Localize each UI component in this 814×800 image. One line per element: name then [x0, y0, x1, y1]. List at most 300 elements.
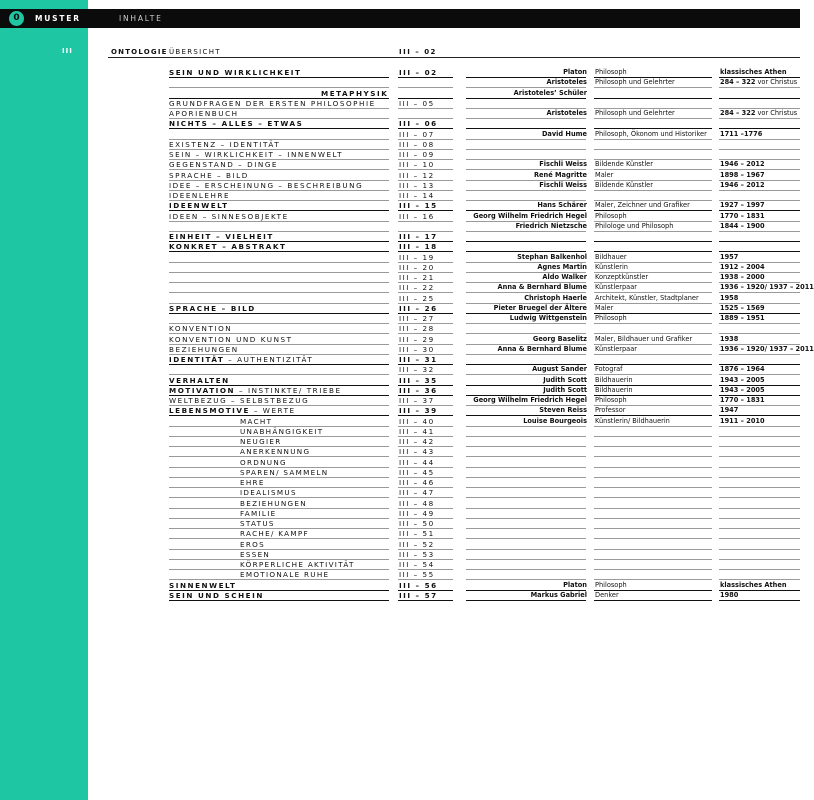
contents-row[interactable]: [0, 294, 800, 304]
topic-label[interactable]: [169, 68, 301, 77]
person-role: Philologe und Philosoph: [595, 221, 674, 230]
contents-row[interactable]: [0, 376, 800, 386]
page-number[interactable]: III – 57: [399, 590, 438, 600]
page-number[interactable]: III – 19: [399, 252, 435, 262]
years-text: 1946 – 2012: [720, 160, 765, 169]
page-number[interactable]: III – 02: [399, 68, 438, 77]
contents-row[interactable]: [0, 417, 800, 427]
contents-row[interactable]: [0, 550, 800, 560]
topic-label[interactable]: [169, 335, 293, 344]
page-number[interactable]: III – 43: [399, 447, 435, 457]
topic-text: UNABHÄNGIGKEIT: [240, 426, 324, 436]
person-role: Maler, Bildhauer und Grafiker: [595, 334, 693, 343]
topic-label[interactable]: [240, 437, 282, 446]
contents-row[interactable]: [0, 109, 800, 119]
topic-text: KONKRET – ABSTRAKT: [169, 242, 287, 252]
person-role: Philosoph, Ökonom und Historiker: [595, 129, 707, 138]
page-number[interactable]: III – 08: [399, 139, 435, 149]
page-number[interactable]: III – 46: [399, 478, 435, 487]
person-role: Philosoph und Gelehrter: [595, 109, 675, 117]
contents-row[interactable]: [0, 150, 800, 160]
page-number[interactable]: III – 53: [399, 549, 435, 559]
person-role: Philosoph und Gelehrter: [595, 78, 675, 87]
topic-label[interactable]: [169, 140, 280, 149]
page-number[interactable]: III – 39: [399, 406, 438, 416]
years-text: 1844 – 1900: [720, 221, 765, 230]
contents-row[interactable]: [0, 488, 800, 498]
years-text: 1770 – 1831: [720, 396, 765, 404]
topic-label[interactable]: [169, 150, 343, 159]
topic-label[interactable]: [240, 458, 287, 467]
person-role: Konzeptkünstler: [595, 273, 649, 281]
topic-label[interactable]: [169, 181, 363, 190]
person-name: Aristoteles’ Schüler: [513, 88, 587, 97]
page-number[interactable]: III – 13: [399, 180, 435, 190]
topic-text: NEUGIER: [240, 437, 282, 446]
years-text: 1936 – 1920/ 1937 – 2011: [720, 344, 814, 353]
topic-text: SINNENWELT: [169, 580, 237, 590]
person-role: Bildhauer: [595, 252, 627, 261]
person-name: Platon: [563, 68, 587, 76]
years-text: 1938 – 2000: [720, 273, 765, 281]
topic-text: STATUS: [240, 519, 275, 528]
contents-row[interactable]: [0, 519, 800, 529]
topic-label[interactable]: [240, 468, 328, 477]
topic-label[interactable]: [240, 550, 270, 559]
person-role: Professor: [595, 406, 626, 415]
topic-label[interactable]: [240, 519, 275, 528]
contents-row[interactable]: [0, 344, 814, 355]
topic-label[interactable]: [240, 427, 323, 436]
topic-label[interactable]: [169, 119, 303, 128]
topic-label[interactable]: [240, 570, 329, 579]
topic-label[interactable]: [169, 396, 309, 405]
topic-label[interactable]: [169, 304, 256, 313]
person-name: Judith Scott: [543, 375, 587, 384]
topic-label[interactable]: [321, 89, 388, 98]
person-years: [720, 376, 765, 384]
page-number[interactable]: III – 41: [399, 426, 435, 436]
row-rule: [169, 600, 389, 601]
person-role: Denker: [595, 590, 619, 599]
topic-label[interactable]: [169, 109, 239, 118]
topic-label[interactable]: [240, 417, 272, 426]
page-number[interactable]: III – 17: [399, 232, 438, 241]
topic-text: SEIN – WIRKLICHKEIT – INNENWELT: [169, 150, 344, 159]
years-text: 1936 – 1920/ 1937 – 2011: [720, 283, 814, 292]
topic-label[interactable]: [240, 509, 276, 518]
page-number[interactable]: III – 21: [399, 273, 435, 282]
page-number[interactable]: III – 49: [399, 508, 435, 518]
page-number[interactable]: III – 14: [399, 191, 435, 200]
contents-row[interactable]: [0, 386, 800, 396]
person-role: Maler: [595, 303, 614, 312]
contents-row[interactable]: [0, 304, 800, 314]
person-name: Aldo Walker: [542, 273, 587, 281]
row-rule: [594, 600, 712, 601]
contents-row[interactable]: [0, 478, 800, 488]
person-years: [720, 294, 738, 302]
person-name: Anna & Bernhard Blume: [497, 344, 587, 353]
topic-label[interactable]: [169, 406, 296, 415]
contents-row[interactable]: [0, 458, 800, 468]
topic-subtext: – WERTE: [249, 406, 296, 416]
person-name: Judith Scott: [543, 385, 587, 394]
contents-row[interactable]: [0, 529, 800, 539]
years-text: klassisches Athen: [720, 580, 787, 589]
topic-text: IDEENWELT: [169, 201, 229, 211]
person-years: [720, 335, 738, 343]
person-name: Friedrich Nietzsche: [515, 221, 587, 230]
contents-row[interactable]: [0, 181, 800, 191]
years-text: 1889 – 1951: [720, 314, 765, 322]
person-name: David Hume: [541, 129, 587, 138]
page-number[interactable]: III – 51: [399, 529, 435, 539]
topic-subtext: – INSTINKTE/ TRIEBE: [235, 385, 342, 395]
person-role: Maler, Zeichner und Grafiker: [595, 201, 690, 210]
person-name: Fischli Weiss: [539, 160, 587, 169]
person-name: Georg Wilhelm Friedrich Hegel: [473, 211, 587, 220]
years-text: 1711 –1776: [720, 129, 763, 138]
page-number[interactable]: III – 30: [399, 344, 435, 354]
topic-text: IDEENLEHRE: [169, 191, 231, 200]
topic-text: NICHTS – ALLES – ETWAS: [169, 119, 304, 129]
contents-row[interactable]: [0, 212, 800, 222]
contents-row[interactable]: [0, 365, 800, 375]
topic-label[interactable]: [240, 560, 355, 569]
person-name: Steven Reiss: [539, 406, 587, 415]
topic-text: EROS: [240, 539, 265, 549]
contents-row[interactable]: [0, 78, 800, 88]
contents-row[interactable]: [0, 160, 800, 170]
contents-row[interactable]: [0, 570, 800, 580]
person-years: [720, 386, 765, 394]
contents-row[interactable]: [0, 406, 800, 416]
person-name: Louise Bourgeois: [523, 416, 587, 425]
contents-row[interactable]: [0, 437, 800, 447]
topic-label[interactable]: [169, 191, 230, 200]
person-years: [720, 68, 787, 76]
topic-text: LEBENSMOTIVE: [169, 406, 250, 416]
page-number[interactable]: III – 42: [399, 437, 435, 446]
contents-row[interactable]: [0, 560, 800, 570]
topic-text: GEGENSTAND – DINGE: [169, 160, 279, 170]
topic-label[interactable]: [240, 478, 265, 487]
topic-label[interactable]: [169, 242, 286, 251]
years-text: 1958: [720, 293, 739, 302]
person-role: Philosoph: [595, 396, 627, 404]
topic-label[interactable]: [169, 355, 313, 364]
person-years: [720, 263, 765, 271]
years-text: 284 – 322: [720, 109, 756, 117]
page-number[interactable]: III – 40: [399, 416, 435, 426]
person-name: Georg Wilhelm Friedrich Hegel: [473, 396, 587, 404]
page-number[interactable]: III – 54: [399, 560, 435, 569]
person-years: [720, 222, 765, 230]
page-number[interactable]: III – 07: [399, 129, 435, 139]
person-role: Künstlerpaar: [595, 344, 637, 353]
page-number[interactable]: III – 56: [399, 580, 438, 590]
page-number[interactable]: III – 48: [399, 498, 435, 508]
contents-row[interactable]: [0, 427, 800, 437]
years-note: vor Christus: [755, 109, 798, 117]
contents-row[interactable]: [0, 222, 800, 232]
topic-label[interactable]: [169, 171, 249, 180]
topic-text: IDENTITÄT: [169, 355, 225, 364]
page-number[interactable]: III – 18: [399, 242, 438, 252]
contents-row[interactable]: [0, 273, 800, 283]
person-name: Pieter Bruegel der Ältere: [493, 303, 587, 312]
contents-row[interactable]: [0, 591, 800, 601]
person-years: [720, 273, 765, 281]
person-years: [720, 181, 765, 189]
page-number[interactable]: III – 36: [399, 385, 438, 395]
page-number[interactable]: III – 12: [399, 170, 435, 180]
person-name: Anna & Bernhard Blume: [497, 283, 587, 292]
topic-label[interactable]: [169, 160, 278, 169]
page-number[interactable]: III – 15: [399, 201, 438, 211]
topic-label[interactable]: [240, 499, 307, 508]
years-text: 1938: [720, 334, 739, 343]
person-name: René Magritte: [533, 170, 587, 179]
page-number[interactable]: III – 26: [399, 303, 438, 313]
topic-text: IDEALISMUS: [240, 488, 297, 498]
topic-text: KÖRPERLICHE AKTIVITÄT: [240, 560, 355, 569]
person-name: Markus Gabriel: [530, 590, 587, 599]
person-years: [720, 160, 765, 168]
page-number[interactable]: III – 52: [399, 539, 435, 549]
page-number[interactable]: III – 28: [399, 324, 435, 334]
person-name: Georg Baselitz: [532, 334, 587, 343]
page-number[interactable]: III – 05: [399, 98, 435, 108]
person-name: August Sander: [532, 365, 587, 374]
person-role: Philosoph: [595, 211, 627, 220]
person-name: Agnes Martin: [537, 262, 587, 271]
person-years: [720, 304, 765, 312]
person-years: [720, 396, 765, 404]
row-rule: [719, 600, 800, 601]
person-role: Bildhauerin: [595, 385, 633, 394]
topic-text: SPRACHE – BILD: [169, 170, 249, 180]
topic-label[interactable]: [169, 386, 342, 395]
contents-row[interactable]: [0, 396, 800, 406]
topic-text: GRUNDFRAGEN DER ERSTEN PHILOSOPHIE: [169, 98, 376, 108]
page-number[interactable]: III – 31: [399, 355, 438, 364]
contents-row[interactable]: [0, 335, 800, 345]
years-text: klassisches Athen: [720, 68, 787, 76]
person-years: [720, 212, 765, 220]
topic-text: WELTBEZUG – SELBSTBEZUG: [169, 396, 310, 405]
page-number[interactable]: III – 16: [399, 211, 435, 221]
topic-label[interactable]: [169, 99, 376, 108]
topic-text: MACHT: [240, 416, 273, 426]
person-name: Stephan Balkenhol: [517, 252, 587, 261]
person-role: Bildende Künstler: [595, 160, 653, 169]
topic-label[interactable]: [169, 376, 230, 385]
topic-text: MOTIVATION: [169, 385, 236, 395]
years-text: 1525 – 1569: [720, 303, 765, 312]
page-number[interactable]: III – 45: [399, 467, 435, 477]
person-years: [720, 201, 765, 209]
brand-title: MUSTER: [35, 14, 81, 23]
topic-text: SPRACHE – BILD: [169, 303, 256, 313]
years-text: 1927 – 1997: [720, 201, 765, 210]
topic-subtext: – AUTHENTIZITÄT: [224, 355, 314, 364]
person-years: [720, 581, 787, 589]
page-number[interactable]: III – 55: [399, 570, 435, 580]
person-years: [720, 406, 738, 414]
person-role: Philosoph: [595, 68, 627, 76]
contents-row[interactable]: [0, 314, 800, 324]
topic-text: ORDNUNG: [240, 457, 287, 467]
page-number[interactable]: III – 44: [399, 457, 435, 467]
page-number[interactable]: III – 09: [399, 150, 435, 159]
topic-text: ESSEN: [240, 549, 271, 559]
years-text: 1957: [720, 252, 739, 261]
topic-text: RACHE/ KAMPF: [240, 529, 309, 539]
person-years: [720, 365, 765, 373]
topic-text: ANERKENNUNG: [240, 447, 311, 457]
contents-row[interactable]: [0, 68, 800, 78]
contents-row[interactable]: [0, 171, 800, 181]
page-number[interactable]: III – 22: [399, 283, 435, 293]
years-text: 1876 – 1964: [720, 365, 765, 374]
person-years: [720, 253, 738, 261]
person-years: [720, 283, 814, 291]
person-name: Platon: [563, 580, 587, 589]
contents-row[interactable]: [0, 447, 800, 457]
contents-row[interactable]: [0, 232, 800, 242]
topic-text: APORIENBUCH: [169, 109, 239, 118]
section-page: III – 02: [399, 48, 437, 56]
page-number[interactable]: III – 37: [399, 396, 435, 405]
page-number[interactable]: III – 47: [399, 488, 435, 498]
years-text: 284 – 322: [720, 78, 756, 87]
page-number[interactable]: III – 27: [399, 314, 435, 323]
years-text: 1912 – 2004: [720, 262, 765, 271]
topic-text: SPAREN/ SAMMELN: [240, 467, 329, 477]
topic-label[interactable]: [240, 488, 297, 497]
topic-label[interactable]: [240, 540, 265, 549]
contents-row[interactable]: [0, 130, 800, 140]
page-number[interactable]: III – 32: [399, 365, 435, 375]
years-note: vor Christus: [755, 78, 798, 87]
contents-row[interactable]: [0, 324, 800, 334]
contents-row[interactable]: [0, 540, 800, 550]
topic-label[interactable]: [169, 591, 264, 600]
topic-text: EHRE: [240, 478, 265, 487]
contents-row[interactable]: [0, 263, 800, 273]
topic-text: EMOTIONALE RUHE: [240, 570, 330, 580]
person-years: [720, 314, 765, 322]
section-label: ONTOLOGIE: [111, 48, 168, 56]
page-number[interactable]: III – 10: [399, 160, 435, 170]
years-text: 1898 – 1967: [720, 170, 765, 179]
contents-row[interactable]: [0, 283, 814, 293]
topic-label[interactable]: [240, 529, 309, 538]
topic-text: SEIN UND WIRKLICHKEIT: [169, 68, 302, 77]
person-role: Philosoph: [595, 580, 627, 589]
person-years: [720, 130, 762, 138]
person-role: Künstlerpaar: [595, 283, 637, 292]
page-number[interactable]: III – 50: [399, 519, 435, 528]
years-text: 1911 – 2010: [720, 416, 765, 425]
years-text: 1947: [720, 406, 739, 415]
person-name: Hans Schärer: [537, 201, 587, 210]
contents-row[interactable]: [0, 99, 800, 109]
person-name: Aristoteles: [546, 109, 587, 117]
topic-label[interactable]: [169, 232, 274, 241]
contents-row[interactable]: [0, 468, 800, 478]
page-number[interactable]: III – 25: [399, 293, 435, 303]
chapter-number: III: [62, 47, 73, 55]
topic-text: BEZIEHUNGEN: [169, 344, 239, 354]
section-divider: [108, 57, 800, 58]
person-role: Philosoph: [595, 314, 627, 322]
page-number[interactable]: III – 06: [399, 119, 438, 129]
page-number[interactable]: III – 29: [399, 334, 435, 344]
contents-row[interactable]: [0, 355, 800, 365]
years-text: 1943 – 2005: [720, 385, 765, 394]
topic-text: SEIN UND SCHEIN: [169, 590, 264, 600]
years-text: 1943 – 2005: [720, 375, 765, 384]
contents-row[interactable]: [0, 191, 800, 201]
person-years: [720, 109, 797, 117]
person-name: Christoph Haerle: [524, 293, 587, 302]
contents-row[interactable]: [0, 509, 800, 519]
header-section[interactable]: INHALTE: [119, 14, 163, 23]
person-role: Bildende Künstler: [595, 180, 653, 189]
contents-row[interactable]: [0, 140, 800, 150]
contents-row[interactable]: [0, 581, 800, 591]
contents-row[interactable]: [0, 499, 800, 509]
topic-text: EXISTENZ – IDENTITÄT: [169, 139, 281, 149]
person-years: [720, 345, 814, 353]
topic-label[interactable]: [240, 447, 310, 456]
contents-row[interactable]: [0, 201, 800, 211]
topic-label[interactable]: [169, 212, 289, 221]
topic-text: FAMILIE: [240, 508, 277, 518]
person-years: [720, 78, 797, 86]
person-name: Aristoteles: [546, 78, 587, 87]
page-badge: 0: [9, 11, 24, 26]
topic-text: BEZIEHUNGEN: [240, 498, 307, 508]
contents-row[interactable]: [0, 253, 800, 263]
topic-text: IDEE – ERSCHEINUNG – BESCHREIBUNG: [169, 180, 364, 190]
contents-row[interactable]: [0, 119, 800, 129]
topic-text: VERHALTEN: [169, 375, 230, 385]
section-title[interactable]: ÜBERSICHT: [169, 48, 221, 56]
contents-row[interactable]: [0, 89, 800, 99]
person-role: Fotograf: [595, 365, 623, 374]
person-role: Maler: [595, 170, 614, 179]
person-name: Fischli Weiss: [539, 180, 587, 189]
person-years: [720, 417, 765, 425]
topic-label[interactable]: [169, 345, 239, 354]
topic-label[interactable]: [169, 324, 232, 333]
page-number[interactable]: III – 20: [399, 262, 435, 272]
page-number[interactable]: III – 35: [399, 375, 438, 385]
topic-label[interactable]: [169, 581, 236, 590]
topic-label[interactable]: [169, 201, 229, 210]
contents-row[interactable]: [0, 242, 800, 252]
person-role: Bildhauerin: [595, 375, 633, 384]
years-text: 1946 – 2012: [720, 180, 765, 189]
person-years: [720, 591, 738, 599]
person-role: Künstlerin: [595, 262, 628, 271]
topic-text: IDEEN – SINNESOBJEKTE: [169, 211, 289, 221]
topic-text: EINHEIT – VIELHEIT: [169, 232, 274, 241]
